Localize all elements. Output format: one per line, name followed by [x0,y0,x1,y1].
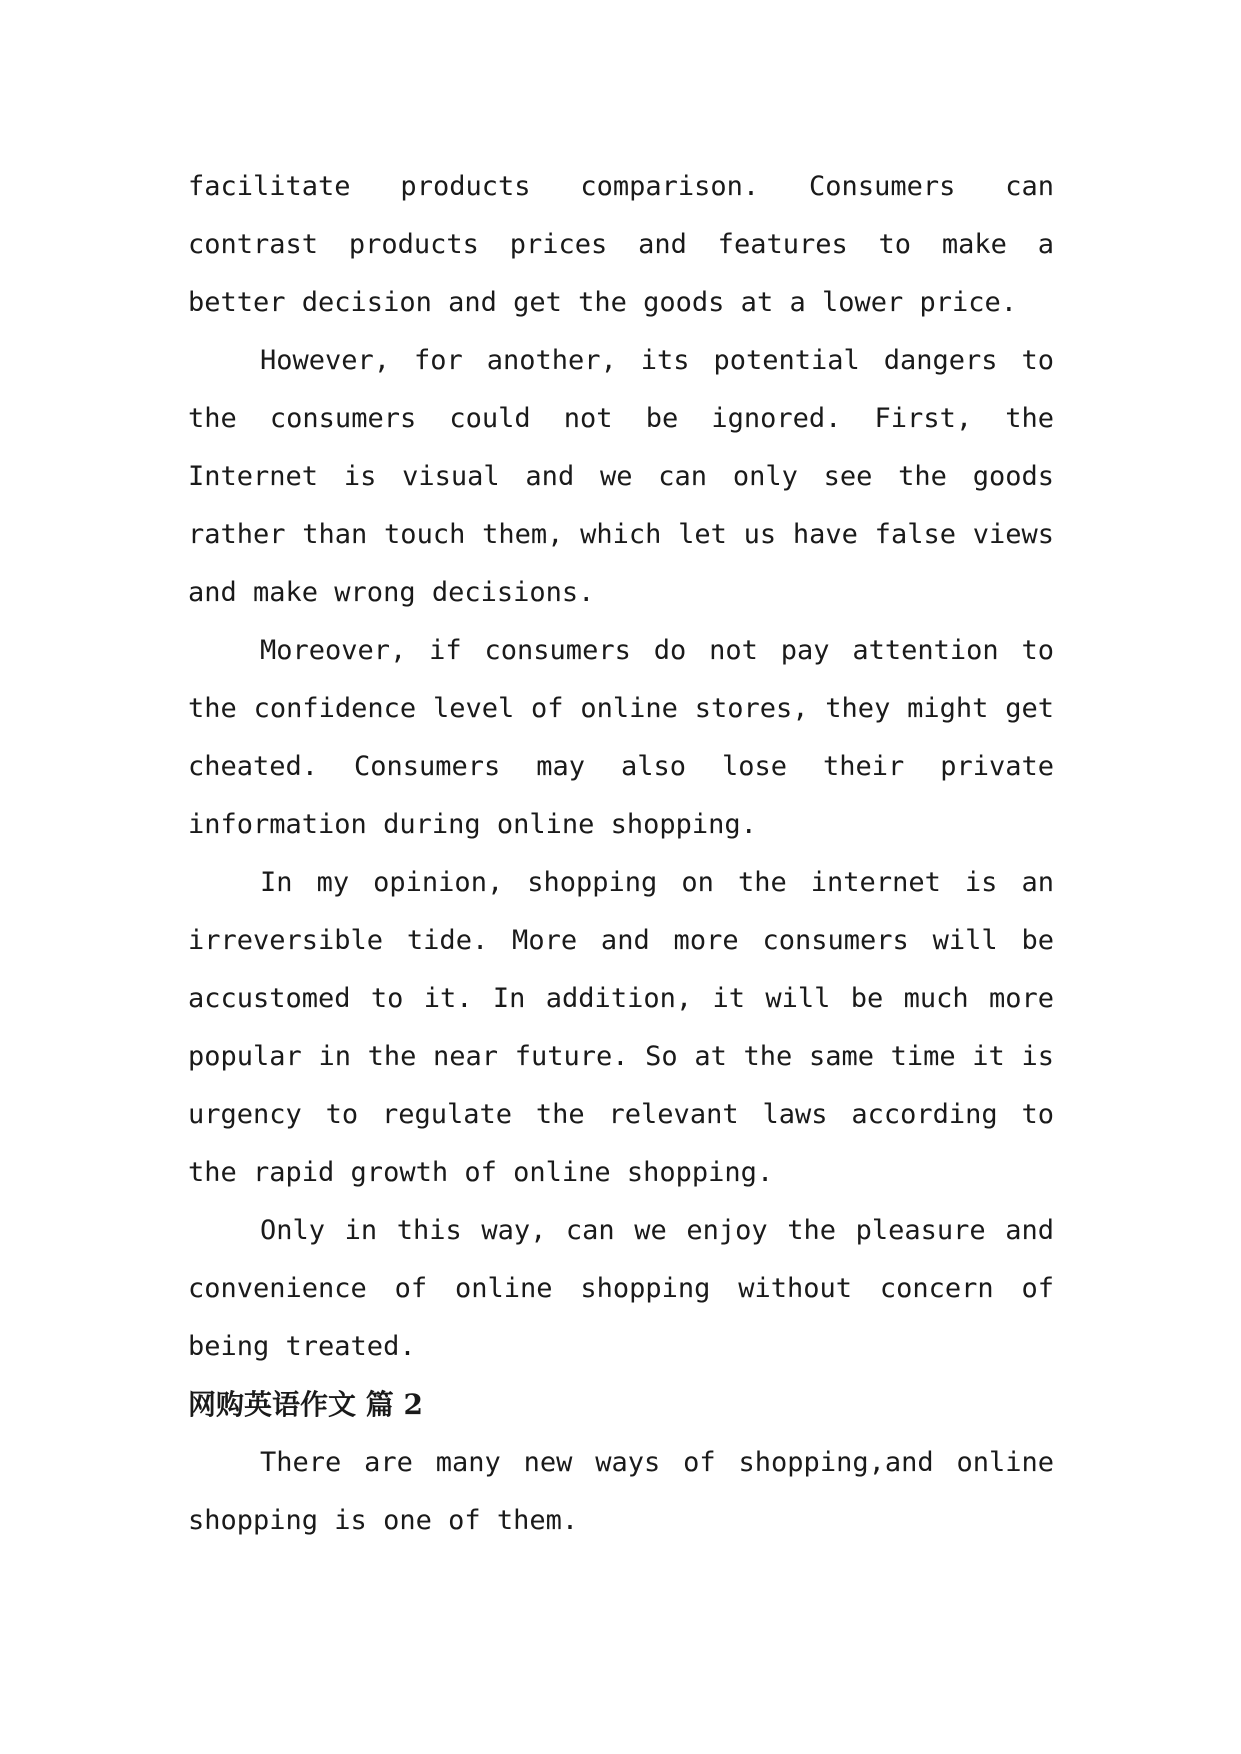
paragraph-continuation: facilitate products comparison. Consumers can contrast products prices and features to make a better decision and get the goods at a lower price. [188,171,1054,318]
paragraph-opinion: In my opinion, shopping on the internet is an irreversible tide. More and more consumers will be accustomed to it. In addition, it will be much more popular in the near future. So at the same time it is urgency to regulate the relevant laws according to the rapid growth of online shopping. [188,867,1054,1188]
paragraph-confidence: Moreover, if consumers do not pay attention to the confidence level of online stores, they might get cheated. Consumers may also lose their private information during online shopping. [188,635,1054,840]
document-body [188,158,1054,1550]
paragraph-dangers: However, for another, its potential dangers to the consumers could not be ignored. First, the Internet is visual and we can only see the goods rather than touch them, which let us have false views and make wrong decisions. [188,345,1054,608]
paragraph-conclusion: Only in this way, can we enjoy the pleasure and convenience of online shopping without concern of being treated. [188,1215,1054,1362]
paragraph-section2-intro: There are many new ways of shopping,and online shopping is one of them. [188,1447,1054,1536]
section-heading: 网购英语作文 篇 2 [188,1388,423,1421]
